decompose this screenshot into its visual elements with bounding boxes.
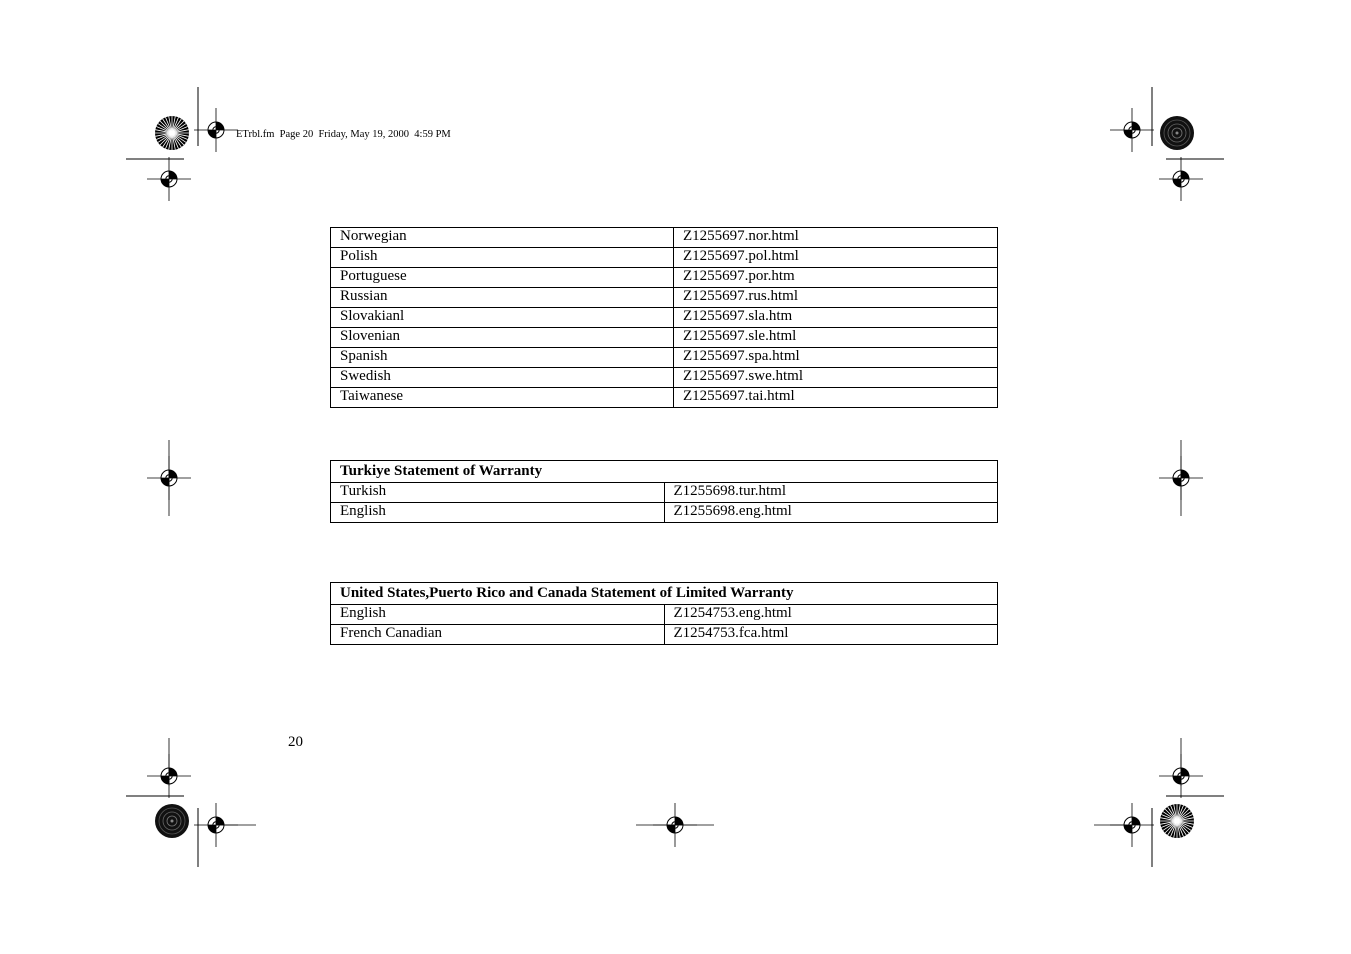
- table-row: [331, 288, 998, 308]
- page-number: 20: [288, 734, 303, 750]
- file-cell: Z1255697.sla.htm: [674, 308, 998, 328]
- table-row: [331, 388, 998, 408]
- table-row: [331, 328, 998, 348]
- file-cell: Z1255697.pol.html: [674, 248, 998, 268]
- file-cell: Z1255697.sle.html: [674, 328, 998, 348]
- language-cell: Spanish: [331, 348, 674, 368]
- file-cell: Z1255697.por.htm: [674, 268, 998, 288]
- file-cell: Z1255697.rus.html: [674, 288, 998, 308]
- language-cell: French Canadian: [331, 625, 665, 645]
- table-row: [331, 348, 998, 368]
- language-cell: Slovenian: [331, 328, 674, 348]
- file-cell: Z1255697.nor.html: [674, 228, 998, 248]
- file-cell: Z1255697.swe.html: [674, 368, 998, 388]
- table-row: [331, 308, 998, 328]
- table-row: [331, 248, 998, 268]
- language-cell: Slovakianl: [331, 308, 674, 328]
- language-cell: English: [331, 503, 665, 523]
- table-title: Turkiye Statement of Warranty: [331, 461, 998, 483]
- file-cell: Z1255698.eng.html: [664, 503, 998, 523]
- language-cell: Portuguese: [331, 268, 674, 288]
- language-cell: Russian: [331, 288, 674, 308]
- table-row: [331, 503, 998, 523]
- table-row: [331, 368, 998, 388]
- language-cell: English: [331, 605, 665, 625]
- table-row: [331, 625, 998, 645]
- table-row: [331, 268, 998, 288]
- us-warranty-table: [330, 582, 998, 645]
- table-row: [331, 605, 998, 625]
- file-cell: Z1254753.eng.html: [664, 605, 998, 625]
- language-cell: Norwegian: [331, 228, 674, 248]
- running-header: ETrbl.fm Page 20 Friday, May 19, 2000 4:59 PM: [236, 129, 451, 140]
- language-cell: Swedish: [331, 368, 674, 388]
- language-cell: Taiwanese: [331, 388, 674, 408]
- language-cell: Polish: [331, 248, 674, 268]
- table-title: United States,Puerto Rico and Canada Statement of Limited Warranty: [331, 583, 998, 605]
- file-cell: Z1255698.tur.html: [664, 483, 998, 503]
- turkiye-warranty-table: [330, 460, 998, 523]
- language-cell: Turkish: [331, 483, 665, 503]
- table-title-row: [331, 461, 998, 483]
- table-row: [331, 483, 998, 503]
- file-cell: Z1254753.fca.html: [664, 625, 998, 645]
- file-cell: Z1255697.spa.html: [674, 348, 998, 368]
- file-cell: Z1255697.tai.html: [674, 388, 998, 408]
- language-file-table: [330, 227, 998, 408]
- table-title-row: [331, 583, 998, 605]
- table-row: [331, 228, 998, 248]
